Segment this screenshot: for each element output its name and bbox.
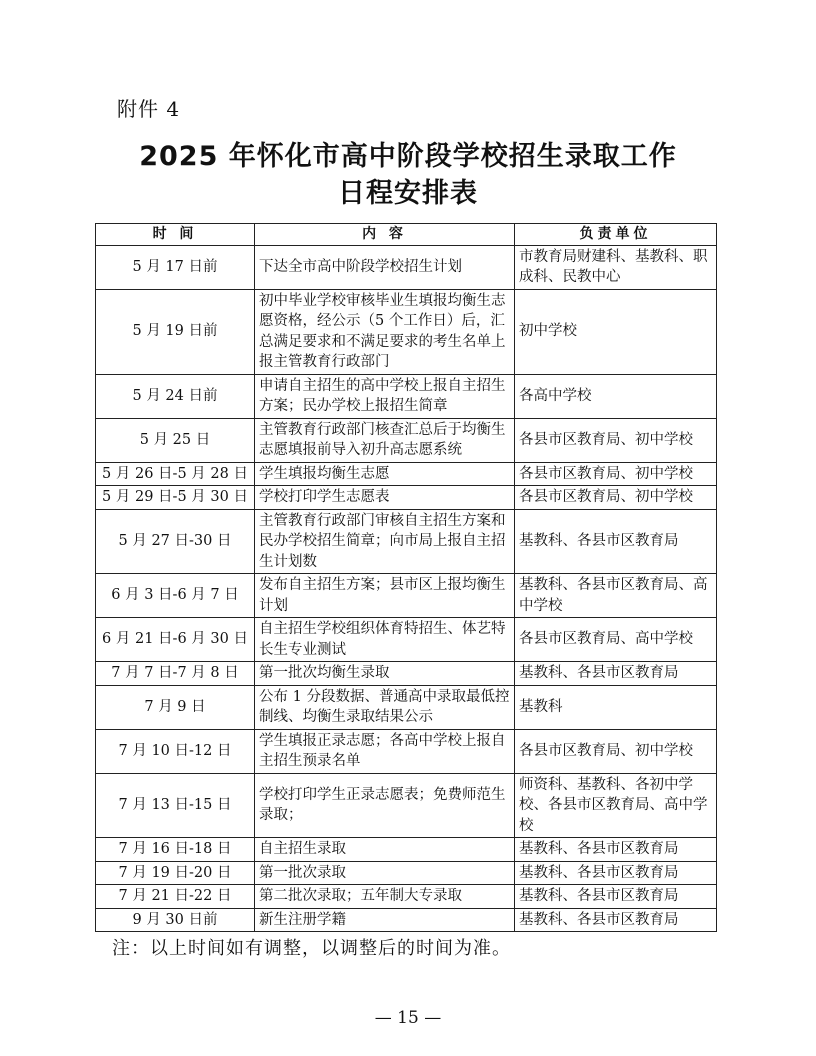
cell-unit: 基教科、各县市区教育局、高中学校: [515, 574, 717, 618]
cell-time: 7 月 16 日-18 日: [96, 838, 255, 862]
header-time: 时 间: [96, 224, 255, 246]
document-title: 2025 年怀化市高中阶段学校招生录取工作: [139, 141, 677, 172]
table-row: [96, 374, 717, 418]
table-header-row: [96, 224, 717, 246]
cell-unit: 基教科、各县市区教育局: [515, 838, 717, 862]
footnote: 注：以上时间如有调整，以调整后的时间为准。: [112, 938, 511, 959]
cell-content: 学校打印学生志愿表: [255, 486, 515, 510]
page-number: — 15 —: [374, 1008, 442, 1028]
cell-content: 学生填报均衡生志愿: [255, 462, 515, 486]
table-row: [96, 861, 717, 885]
cell-time: 5 月 24 日前: [96, 374, 255, 418]
cell-time: 7 月 13 日-15 日: [96, 773, 255, 838]
cell-content: 下达全市高中阶段学校招生计划: [255, 245, 515, 289]
schedule-table: [95, 223, 717, 932]
table-row: [96, 908, 717, 932]
table-row: [96, 685, 717, 729]
cell-unit: 各高中学校: [515, 374, 717, 418]
cell-time: 5 月 19 日前: [96, 289, 255, 374]
table-row: [96, 486, 717, 510]
cell-unit: 各县市区教育局、初中学校: [515, 486, 717, 510]
cell-content: 申请自主招生的高中学校上报自主招生方案；民办学校上报招生简章: [255, 374, 515, 418]
cell-content: 公布 1 分段数据、普通高中录取最低控制线、均衡生录取结果公示: [255, 685, 515, 729]
cell-content: 第二批次录取；五年制大专录取: [255, 885, 515, 909]
attachment-label: 附件 4: [117, 97, 181, 121]
table-row: [96, 574, 717, 618]
cell-time: 7 月 19 日-20 日: [96, 861, 255, 885]
cell-unit: 基教科、各县市区教育局: [515, 908, 717, 932]
cell-time: 7 月 10 日-12 日: [96, 729, 255, 773]
cell-unit: 市教育局财建科、基教科、职成科、民教中心: [515, 245, 717, 289]
cell-unit: 基教科、各县市区教育局: [515, 662, 717, 686]
cell-time: 5 月 25 日: [96, 418, 255, 462]
header-unit: 负责单位: [515, 224, 717, 246]
cell-unit: 基教科: [515, 685, 717, 729]
cell-content: 第一批次录取: [255, 861, 515, 885]
cell-content: 新生注册学籍: [255, 908, 515, 932]
table-row: [96, 418, 717, 462]
cell-time: 5 月 17 日前: [96, 245, 255, 289]
cell-unit: 基教科、各县市区教育局: [515, 861, 717, 885]
cell-unit: 基教科、各县市区教育局: [515, 885, 717, 909]
cell-unit: 各县市区教育局、初中学校: [515, 418, 717, 462]
cell-time: 5 月 26 日-5 月 28 日: [96, 462, 255, 486]
cell-content: 初中毕业学校审核毕业生填报均衡生志愿资格，经公示（5 个工作日）后，汇总满足要求和不满足要求的考生名单上报主管教育行政部门: [255, 289, 515, 374]
table-row: [96, 618, 717, 662]
table-row: [96, 462, 717, 486]
cell-content: 主管教育行政部门审核自主招生方案和民办学校招生简章；向市局上报自主招生计划数: [255, 509, 515, 574]
table-row: [96, 773, 717, 838]
cell-time: 7 月 21 日-22 日: [96, 885, 255, 909]
cell-content: 主管教育行政部门核查汇总后于均衡生志愿填报前导入初升高志愿系统: [255, 418, 515, 462]
cell-time: 5 月 27 日-30 日: [96, 509, 255, 574]
table-row: [96, 509, 717, 574]
cell-time: 7 月 9 日: [96, 685, 255, 729]
table-row: [96, 885, 717, 909]
header-content: 内 容: [255, 224, 515, 246]
cell-content: 自主招生录取: [255, 838, 515, 862]
cell-unit: 各县市区教育局、初中学校: [515, 729, 717, 773]
cell-unit: 各县市区教育局、初中学校: [515, 462, 717, 486]
table-row: [96, 289, 717, 374]
cell-content: 发布自主招生方案；县市区上报均衡生计划: [255, 574, 515, 618]
document-subtitle: 日程安排表: [338, 178, 478, 209]
cell-content: 学生填报正录志愿；各高中学校上报自主招生预录名单: [255, 729, 515, 773]
cell-time: 7 月 7 日-7 月 8 日: [96, 662, 255, 686]
cell-time: 5 月 29 日-5 月 30 日: [96, 486, 255, 510]
cell-unit: 师资科、基教科、各初中学校、各县市区教育局、高中学校: [515, 773, 717, 838]
cell-unit: 初中学校: [515, 289, 717, 374]
cell-content: 自主招生学校组织体育特招生、体艺特长生专业测试: [255, 618, 515, 662]
table-row: [96, 662, 717, 686]
cell-time: 6 月 21 日-6 月 30 日: [96, 618, 255, 662]
cell-content: 学校打印学生正录志愿表；免费师范生录取；: [255, 773, 515, 838]
cell-time: 6 月 3 日-6 月 7 日: [96, 574, 255, 618]
cell-unit: 各县市区教育局、高中学校: [515, 618, 717, 662]
table-row: [96, 245, 717, 289]
cell-time: 9 月 30 日前: [96, 908, 255, 932]
table-row: [96, 729, 717, 773]
table-row: [96, 838, 717, 862]
cell-content: 第一批次均衡生录取: [255, 662, 515, 686]
cell-unit: 基教科、各县市区教育局: [515, 509, 717, 574]
